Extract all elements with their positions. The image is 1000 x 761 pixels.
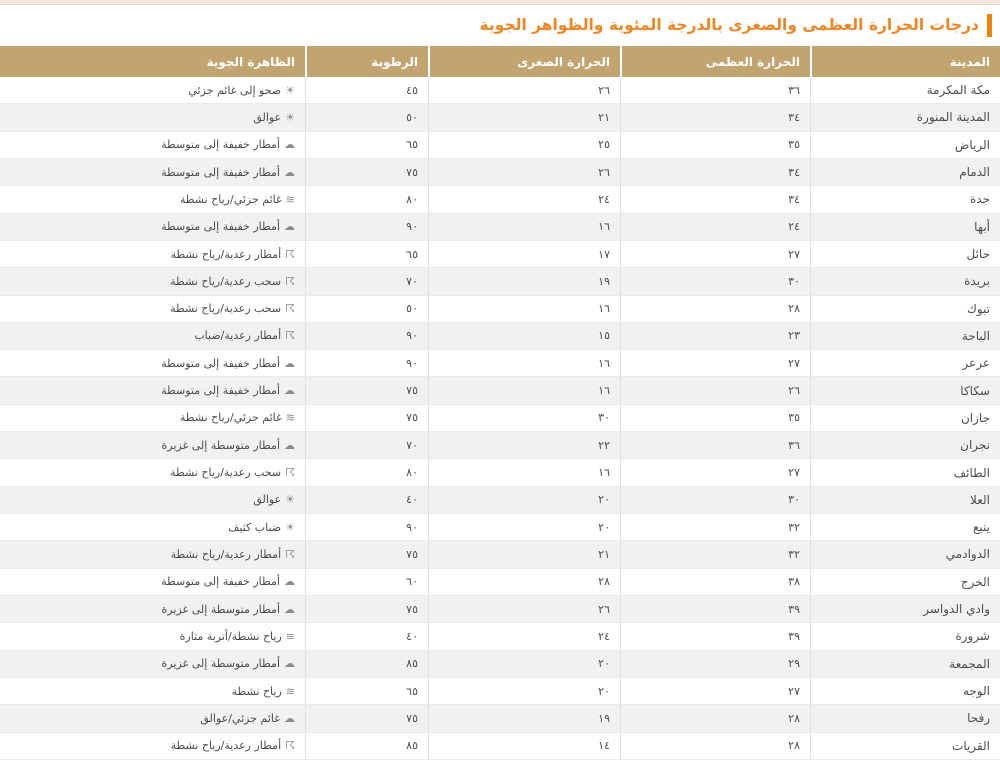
table-row bbox=[0, 405, 1000, 432]
cloud-icon: ☁ bbox=[284, 711, 295, 725]
phenomenon-cell bbox=[0, 268, 305, 294]
rain-cloud-icon: ☁ bbox=[284, 220, 295, 234]
table-row bbox=[0, 186, 1000, 213]
humidity-cell: ٧٠ bbox=[305, 432, 428, 458]
table-row bbox=[0, 596, 1000, 623]
phenomenon-cell bbox=[0, 104, 305, 130]
phenomenon-label: أمطار رعدية/ضباب bbox=[194, 329, 282, 343]
thunder-icon: ☈ bbox=[285, 466, 295, 480]
humidity-cell: ٩٠ bbox=[305, 350, 428, 376]
wind-icon: ≋ bbox=[285, 411, 295, 425]
header-cell-max-temp: الحرارة العظمى bbox=[620, 46, 810, 77]
city-cell: الطائف bbox=[810, 459, 1000, 485]
phenomenon-label: أمطار رعدية/رياح نشطة bbox=[170, 739, 282, 753]
phenomenon-label: سحب رعدية/رياح نشطة bbox=[170, 302, 282, 316]
min-temp-cell: ٢١ bbox=[428, 104, 620, 130]
table-row bbox=[0, 678, 1000, 705]
table-row bbox=[0, 514, 1000, 541]
min-temp-cell: ٢١ bbox=[428, 541, 620, 567]
max-temp-cell: ٢٧ bbox=[620, 459, 810, 485]
min-temp-cell: ٢٦ bbox=[428, 159, 620, 185]
min-temp-cell: ٢٨ bbox=[428, 569, 620, 595]
max-temp-cell: ٣٢ bbox=[620, 514, 810, 540]
city-cell: الدوادمي bbox=[810, 541, 1000, 567]
humidity-cell: ٧٥ bbox=[305, 377, 428, 403]
phenomenon-cell bbox=[0, 541, 305, 567]
header-cell-min-temp: الحرارة الصغرى bbox=[428, 46, 620, 77]
phenomenon-label: غائم جزئي/عوالق bbox=[200, 711, 280, 725]
humidity-cell: ٩٠ bbox=[305, 214, 428, 240]
city-cell: المدينة المنورة bbox=[810, 104, 1000, 130]
humidity-cell: ٩٠ bbox=[305, 514, 428, 540]
min-temp-cell: ٢٦ bbox=[428, 596, 620, 622]
max-temp-cell: ٣٤ bbox=[620, 186, 810, 212]
humidity-cell: ٨٠ bbox=[305, 459, 428, 485]
humidity-cell: ٧٥ bbox=[305, 596, 428, 622]
phenomenon-label: صحو إلى غائم جزئي bbox=[188, 83, 282, 97]
phenomenon-label: رياح نشطة bbox=[231, 684, 282, 698]
table-row bbox=[0, 268, 1000, 295]
weather-table bbox=[0, 46, 1000, 761]
phenomenon-cell bbox=[0, 705, 305, 731]
phenomenon-cell bbox=[0, 487, 305, 513]
phenomenon-cell bbox=[0, 132, 305, 158]
wind-icon: ≋ bbox=[285, 684, 295, 698]
humidity-cell: ٩٠ bbox=[305, 323, 428, 349]
humidity-cell: ٧٠ bbox=[305, 268, 428, 294]
phenomenon-label: أمطار متوسطة إلى غزيرة bbox=[161, 602, 280, 616]
table-row bbox=[0, 104, 1000, 131]
wind-icon: ≋ bbox=[285, 192, 295, 206]
humidity-cell: ٤٠ bbox=[305, 623, 428, 649]
humidity-cell: ٧٥ bbox=[305, 405, 428, 431]
phenomenon-label: سحب رعدية/رياح نشطة bbox=[170, 274, 282, 288]
phenomenon-label: أمطار خفيفة إلى متوسطة bbox=[161, 384, 280, 398]
humidity-cell: ٨٥ bbox=[305, 733, 428, 759]
min-temp-cell: ١٥ bbox=[428, 323, 620, 349]
table-body bbox=[0, 77, 1000, 761]
table-row bbox=[0, 159, 1000, 186]
city-cell: تبوك bbox=[810, 296, 1000, 322]
city-cell: الرياض bbox=[810, 132, 1000, 158]
phenomenon-cell bbox=[0, 241, 305, 267]
humidity-cell: ٧٥ bbox=[305, 159, 428, 185]
city-cell: شرورة bbox=[810, 623, 1000, 649]
max-temp-cell: ٢٨ bbox=[620, 705, 810, 731]
max-temp-cell: ٣٤ bbox=[620, 104, 810, 130]
table-row bbox=[0, 350, 1000, 377]
table-row bbox=[0, 541, 1000, 568]
max-temp-cell: ٢٨ bbox=[620, 733, 810, 759]
city-cell: سكاكا bbox=[810, 377, 1000, 403]
max-temp-cell: ٣٥ bbox=[620, 132, 810, 158]
max-temp-cell: ٣٢ bbox=[620, 541, 810, 567]
min-temp-cell: ٢٥ bbox=[428, 132, 620, 158]
phenomenon-cell bbox=[0, 459, 305, 485]
table-row bbox=[0, 214, 1000, 241]
phenomenon-cell bbox=[0, 514, 305, 540]
phenomenon-label: أمطار متوسطة إلى غزيرة bbox=[161, 438, 280, 452]
phenomenon-label: أمطار رعدية/رياح نشطة bbox=[170, 547, 282, 561]
city-cell: جدة bbox=[810, 186, 1000, 212]
humidity-cell: ٨٥ bbox=[305, 651, 428, 677]
phenomenon-cell bbox=[0, 323, 305, 349]
min-temp-cell: ٢٤ bbox=[428, 623, 620, 649]
phenomenon-label: سحب رعدية/رياح نشطة bbox=[170, 466, 282, 480]
phenomenon-cell bbox=[0, 350, 305, 376]
humidity-cell: ٦٠ bbox=[305, 569, 428, 595]
max-temp-cell: ٢٨ bbox=[620, 296, 810, 322]
rain-cloud-icon: ☁ bbox=[284, 356, 295, 370]
city-cell: وادي الدواسر bbox=[810, 596, 1000, 622]
max-temp-cell: ٣٨ bbox=[620, 569, 810, 595]
humidity-cell: ٦٥ bbox=[305, 132, 428, 158]
city-cell: العلا bbox=[810, 487, 1000, 513]
sun-icon: ☀ bbox=[285, 493, 295, 507]
header-cell-phenomenon: الظاهرة الجوية bbox=[206, 54, 295, 69]
city-cell: الوجه bbox=[810, 678, 1000, 704]
heavy-rain-icon: ☁ bbox=[284, 657, 295, 671]
table-row bbox=[0, 733, 1000, 760]
phenomenon-label: ضباب كثيف bbox=[227, 520, 282, 534]
phenomenon-label: أمطار خفيفة إلى متوسطة bbox=[161, 356, 280, 370]
phenomenon-label: أمطار متوسطة إلى غزيرة bbox=[161, 657, 280, 671]
city-cell: ينبع bbox=[810, 514, 1000, 540]
max-temp-cell: ٢٧ bbox=[620, 678, 810, 704]
table-row bbox=[0, 459, 1000, 486]
phenomenon-label: عوالق bbox=[253, 110, 282, 124]
max-temp-cell: ٣٥ bbox=[620, 405, 810, 431]
table-row bbox=[0, 705, 1000, 732]
phenomenon-cell bbox=[0, 186, 305, 212]
phenomenon-cell bbox=[0, 651, 305, 677]
min-temp-cell: ١٦ bbox=[428, 296, 620, 322]
humidity-cell: ٧٥ bbox=[305, 705, 428, 731]
phenomenon-cell bbox=[0, 623, 305, 649]
min-temp-cell: ١٦ bbox=[428, 377, 620, 403]
city-cell: حائل bbox=[810, 241, 1000, 267]
phenomenon-cell bbox=[0, 432, 305, 458]
table-row bbox=[0, 432, 1000, 459]
phenomenon-cell bbox=[0, 733, 305, 759]
min-temp-cell: ٢٠ bbox=[428, 487, 620, 513]
phenomenon-label: أمطار رعدية/رياح نشطة bbox=[170, 247, 282, 261]
phenomenon-label: أمطار خفيفة إلى متوسطة bbox=[161, 575, 280, 589]
thunder-icon: ☈ bbox=[285, 329, 295, 343]
table-row bbox=[0, 241, 1000, 268]
thunder-icon: ☈ bbox=[285, 739, 295, 753]
rain-cloud-icon: ☁ bbox=[284, 138, 295, 152]
min-temp-cell: ٢٠ bbox=[428, 678, 620, 704]
min-temp-cell: ١٤ bbox=[428, 733, 620, 759]
rain-cloud-icon: ☁ bbox=[284, 384, 295, 398]
max-temp-cell: ٣٠ bbox=[620, 487, 810, 513]
min-temp-cell: ١٧ bbox=[428, 241, 620, 267]
humidity-cell: ٧٥ bbox=[305, 541, 428, 567]
table-row bbox=[0, 323, 1000, 350]
table-row bbox=[0, 296, 1000, 323]
max-temp-cell: ٢٩ bbox=[620, 651, 810, 677]
humidity-cell: ٤٥ bbox=[305, 77, 428, 103]
sun-haze-icon: ☀ bbox=[285, 520, 295, 534]
city-cell: جازان bbox=[810, 405, 1000, 431]
table-row bbox=[0, 623, 1000, 650]
min-temp-cell: ٢٤ bbox=[428, 186, 620, 212]
table-row bbox=[0, 569, 1000, 596]
min-temp-cell: ١٩ bbox=[428, 268, 620, 294]
phenomenon-label: غائم جزئي/رياح نشطة bbox=[179, 411, 282, 425]
city-cell: مكة المكرمة bbox=[810, 77, 1000, 103]
table-row bbox=[0, 77, 1000, 104]
header-cell-humidity: الرطوبة bbox=[305, 46, 428, 77]
max-temp-cell: ٢٣ bbox=[620, 323, 810, 349]
table-row bbox=[0, 377, 1000, 404]
min-temp-cell: ٢٦ bbox=[428, 77, 620, 103]
phenomenon-cell bbox=[0, 678, 305, 704]
min-temp-cell: ١٩ bbox=[428, 705, 620, 731]
heavy-rain-icon: ☁ bbox=[284, 602, 295, 616]
phenomenon-label: أمطار خفيفة إلى متوسطة bbox=[161, 138, 280, 152]
max-temp-cell: ٣٩ bbox=[620, 623, 810, 649]
max-temp-cell: ٣٤ bbox=[620, 159, 810, 185]
header-cell-city: المدينة bbox=[810, 46, 1000, 77]
phenomenon-cell bbox=[0, 296, 305, 322]
max-temp-cell: ٣٠ bbox=[620, 268, 810, 294]
min-temp-cell: ٢٢ bbox=[428, 432, 620, 458]
table-header-row bbox=[0, 46, 1000, 77]
phenomenon-label: رياح نشطة/أتربة مثارة bbox=[179, 629, 282, 643]
phenomenon-cell bbox=[0, 77, 305, 103]
heavy-rain-icon: ☁ bbox=[284, 438, 295, 452]
table-row bbox=[0, 132, 1000, 159]
humidity-cell: ٥٠ bbox=[305, 296, 428, 322]
wind-dust-icon: ≡ bbox=[285, 629, 295, 643]
phenomenon-cell bbox=[0, 159, 305, 185]
table-row bbox=[0, 651, 1000, 678]
min-temp-cell: ٢٠ bbox=[428, 651, 620, 677]
max-temp-cell: ٢٧ bbox=[620, 241, 810, 267]
min-temp-cell: ١٦ bbox=[428, 350, 620, 376]
city-cell: نجران bbox=[810, 432, 1000, 458]
humidity-cell: ٦٥ bbox=[305, 241, 428, 267]
max-temp-cell: ٢٧ bbox=[620, 350, 810, 376]
thunder-icon: ☈ bbox=[285, 247, 295, 261]
rain-cloud-icon: ☁ bbox=[284, 575, 295, 589]
min-temp-cell: ١٦ bbox=[428, 214, 620, 240]
city-cell: الخرج bbox=[810, 569, 1000, 595]
city-cell: بريدة bbox=[810, 268, 1000, 294]
thunder-icon: ☈ bbox=[285, 547, 295, 561]
sun-icon: ☀ bbox=[285, 83, 295, 97]
page-title: درجات الحرارة العظمى والصغرى بالدرجة المئوية والظواهر الجوية bbox=[479, 15, 979, 34]
city-cell: أبها bbox=[810, 214, 1000, 240]
page-header bbox=[0, 5, 1000, 46]
title-accent-bar bbox=[987, 14, 992, 37]
city-cell: القريات bbox=[810, 733, 1000, 759]
phenomenon-cell bbox=[0, 377, 305, 403]
rain-cloud-icon: ☁ bbox=[284, 165, 295, 179]
city-cell: الدمام bbox=[810, 159, 1000, 185]
phenomenon-cell bbox=[0, 596, 305, 622]
city-cell: رفحا bbox=[810, 705, 1000, 731]
phenomenon-label: أمطار خفيفة إلى متوسطة bbox=[161, 165, 280, 179]
max-temp-cell: ٣٩ bbox=[620, 596, 810, 622]
thunder-icon: ☈ bbox=[285, 302, 295, 316]
sun-icon: ☀ bbox=[285, 110, 295, 124]
city-cell: الباحة bbox=[810, 323, 1000, 349]
table-row bbox=[0, 487, 1000, 514]
humidity-cell: ٨٠ bbox=[305, 186, 428, 212]
city-cell: المجمعة bbox=[810, 651, 1000, 677]
humidity-cell: ٦٥ bbox=[305, 678, 428, 704]
thunder-icon: ☈ bbox=[285, 274, 295, 288]
max-temp-cell: ٢٦ bbox=[620, 377, 810, 403]
max-temp-cell: ٢٤ bbox=[620, 214, 810, 240]
min-temp-cell: ٢٠ bbox=[428, 514, 620, 540]
max-temp-cell: ٣٦ bbox=[620, 432, 810, 458]
city-cell: عرعر bbox=[810, 350, 1000, 376]
max-temp-cell: ٣٦ bbox=[620, 77, 810, 103]
min-temp-cell: ١٦ bbox=[428, 459, 620, 485]
humidity-cell: ٤٠ bbox=[305, 487, 428, 513]
phenomenon-label: غائم جزئي/رياح نشطة bbox=[179, 192, 282, 206]
phenomenon-label: عوالق bbox=[253, 493, 282, 507]
phenomenon-cell bbox=[0, 214, 305, 240]
humidity-cell: ٥٠ bbox=[305, 104, 428, 130]
phenomenon-cell bbox=[0, 405, 305, 431]
min-temp-cell: ٣٠ bbox=[428, 405, 620, 431]
phenomenon-label: أمطار خفيفة إلى متوسطة bbox=[161, 220, 280, 234]
phenomenon-cell bbox=[0, 569, 305, 595]
